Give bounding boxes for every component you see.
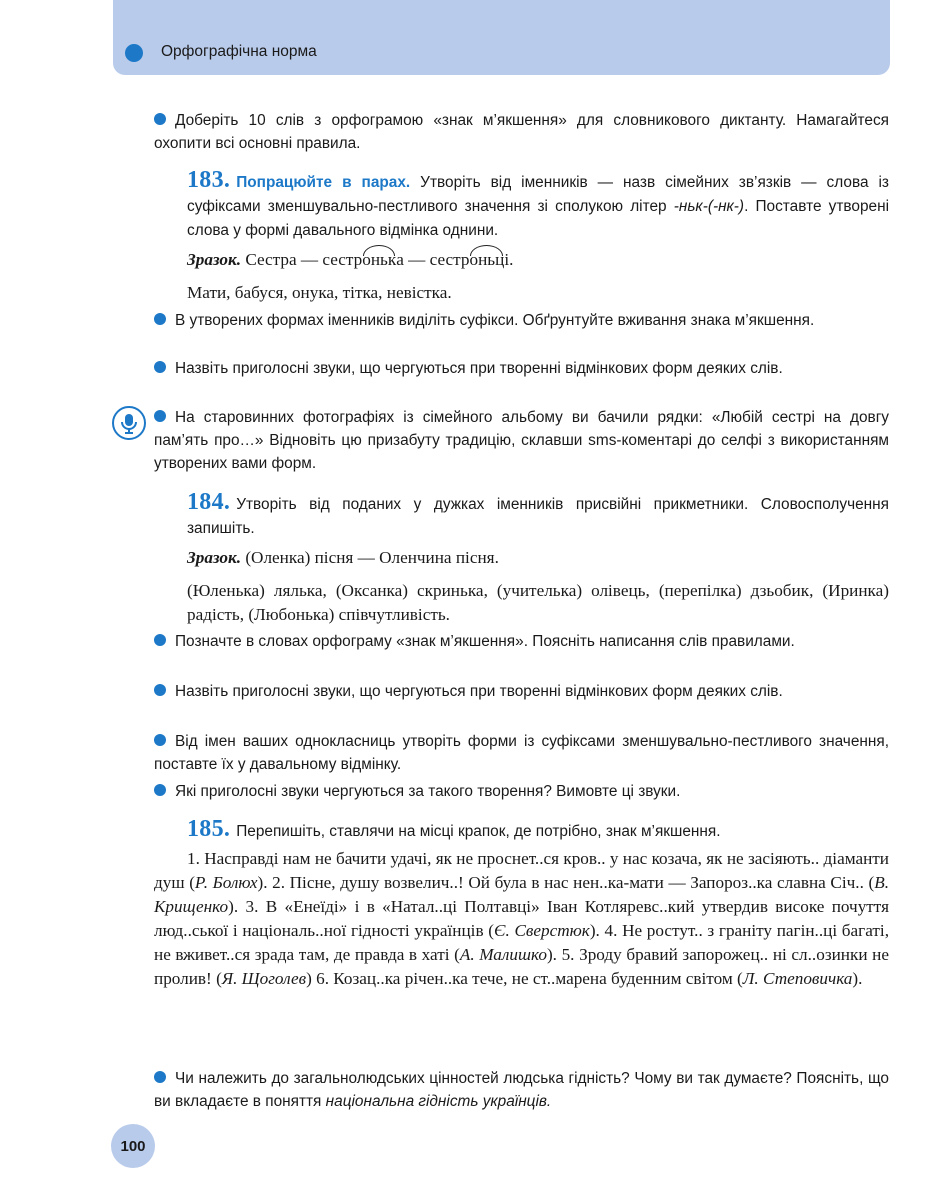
exercise-185-bullet: Чи належить до загальнолюдських цінностей людська гідність? Чому ви так думаєте? Поясніть, що ви вкладаєте в поняття національна гідність українців.	[154, 1070, 889, 1110]
author: Є. Сверстюк	[493, 921, 590, 940]
exercise-183-bullet: В утворених формах іменників виділіть суфікси. Обґрунтуйте вживання знака м’якшення.	[154, 309, 889, 332]
bullet-dot-icon	[154, 113, 166, 125]
exercise-185-text: 1. Насправді нам не бачити удачі, як не проснет..ся кров.. у нас козача, як не засіяють.. діаманти душ (Р. Болюх). 2. Пісне, душу возвелич..! Ой була в нас нен..ка-мати — Запороз..ка славна Січ.. (В. Крищенко). 3. В «Енеїді» і в «Натал..ці Полтавці» Іван Котляревс..кий утвердив високе почуття люд..ської і національ..ної гідності українців (Є. Сверстюк). 4. Не ростут.. з граніту пагін..ці багаті, не вживет..ся зрада там, де правда в хаті (А. Малишко). 5. Зроду бравий запорожец.. ні сл..озинки не пролив! (Я. Щоголев) 6. Козац..ка річен..ка тече, не ст..марена буденним світом (Л. Степовичка).	[154, 849, 890, 988]
exercise-number: 183.	[187, 167, 231, 193]
bullet-dot-icon	[154, 361, 166, 373]
exercise-184-bullet: Назвіть приголосні звуки, що чергуються при творенні відмінкових форм деяких слів.	[154, 680, 889, 703]
exercise-183-bullet: На старовинних фотографіях із сімейного альбому ви бачили рядки: «Любій сестрі на довгу пам’ять про…» Відновіть цю призабуту традицію, склавши sms-коментарі до селфі з використанням утворених вами форм.	[154, 409, 889, 472]
chapter-title: Орфографічна норма	[161, 43, 317, 60]
bullet-dot-icon	[154, 784, 166, 796]
bullet-dot-icon	[154, 634, 166, 646]
exercise-title: Попрацюйте в парах.	[236, 174, 411, 191]
bullet-dot-icon	[154, 684, 166, 696]
microphone-icon	[112, 406, 146, 440]
exercise-184-bullet: Які приголосні звуки чергуються за такого творення? Вимовте ці звуки.	[154, 780, 889, 803]
exercise-184-sample: Зразок. (Оленка) пісня — Оленчина пісня.	[187, 548, 499, 567]
intro-paragraph: Доберіть 10 слів з орфограмою «знак м’якшення» для словникового диктанту. Намагайтеся охопити всі основні правила.	[154, 112, 889, 152]
header-dot-icon	[125, 44, 143, 62]
suffix-arc: оньк	[362, 248, 396, 272]
author: Я. Щоголев	[221, 969, 307, 988]
exercise-184-task: 184. Утворіть від поданих у дужках іменників присвійні прикметники. Словосполучення запишіть.	[187, 489, 889, 537]
exercise-184-bullet: Від імен ваших однокласниць утворіть форми із суфіксами зменшувально-пестливого значення, поставте їх у давальному відмінку.	[154, 733, 889, 773]
author: А. Малишко	[459, 945, 547, 964]
author: Р. Болюх	[194, 873, 258, 892]
bullet-dot-icon	[154, 410, 166, 422]
exercise-184-bullet: Позначте в словах орфограму «знак м’якшення». Поясніть написання слів правилами.	[154, 630, 889, 653]
page-number: 100	[111, 1124, 155, 1168]
bullet-dot-icon	[154, 734, 166, 746]
exercise-number: 184.	[187, 489, 231, 515]
exercise-185-task: 185. Перепишіть, ставлячи на місці крапок, де потрібно, знак м’якшення.	[187, 816, 721, 842]
exercise-183-bullet: Назвіть приголосні звуки, що чергуються при творенні відмінкових форм деяких слів.	[154, 357, 889, 380]
suffix-arc: оньц	[469, 248, 504, 272]
author: В. Крищенко	[154, 873, 890, 916]
author: Л. Степовичка	[742, 969, 853, 988]
exercise-183-sample: Зразок. Сестра — сестронька — сестроньці.	[187, 248, 889, 272]
chapter-header	[113, 0, 890, 75]
exercise-183-task: 183. Попрацюйте в парах. Утворіть від іменників — назв сімейних зв’язків — слова із суфіксами зменшувально-пестливого значення зі сполукою літер -ньк-(-нк-). Поставте утворені слова у формі давального відмінка однини.	[187, 167, 889, 239]
exercise-number: 185.	[187, 816, 231, 842]
exercise-183-words: Мати, бабуся, онука, тітка, невістка.	[187, 283, 452, 302]
bullet-dot-icon	[154, 1071, 166, 1083]
bullet-dot-icon	[154, 313, 166, 325]
exercise-184-words: (Юленька) лялька, (Оксанка) скринька, (учителька) олівець, (перепілка) дзьобик, (Иринка) радість, (Любонька) співчутливість.	[187, 581, 889, 624]
